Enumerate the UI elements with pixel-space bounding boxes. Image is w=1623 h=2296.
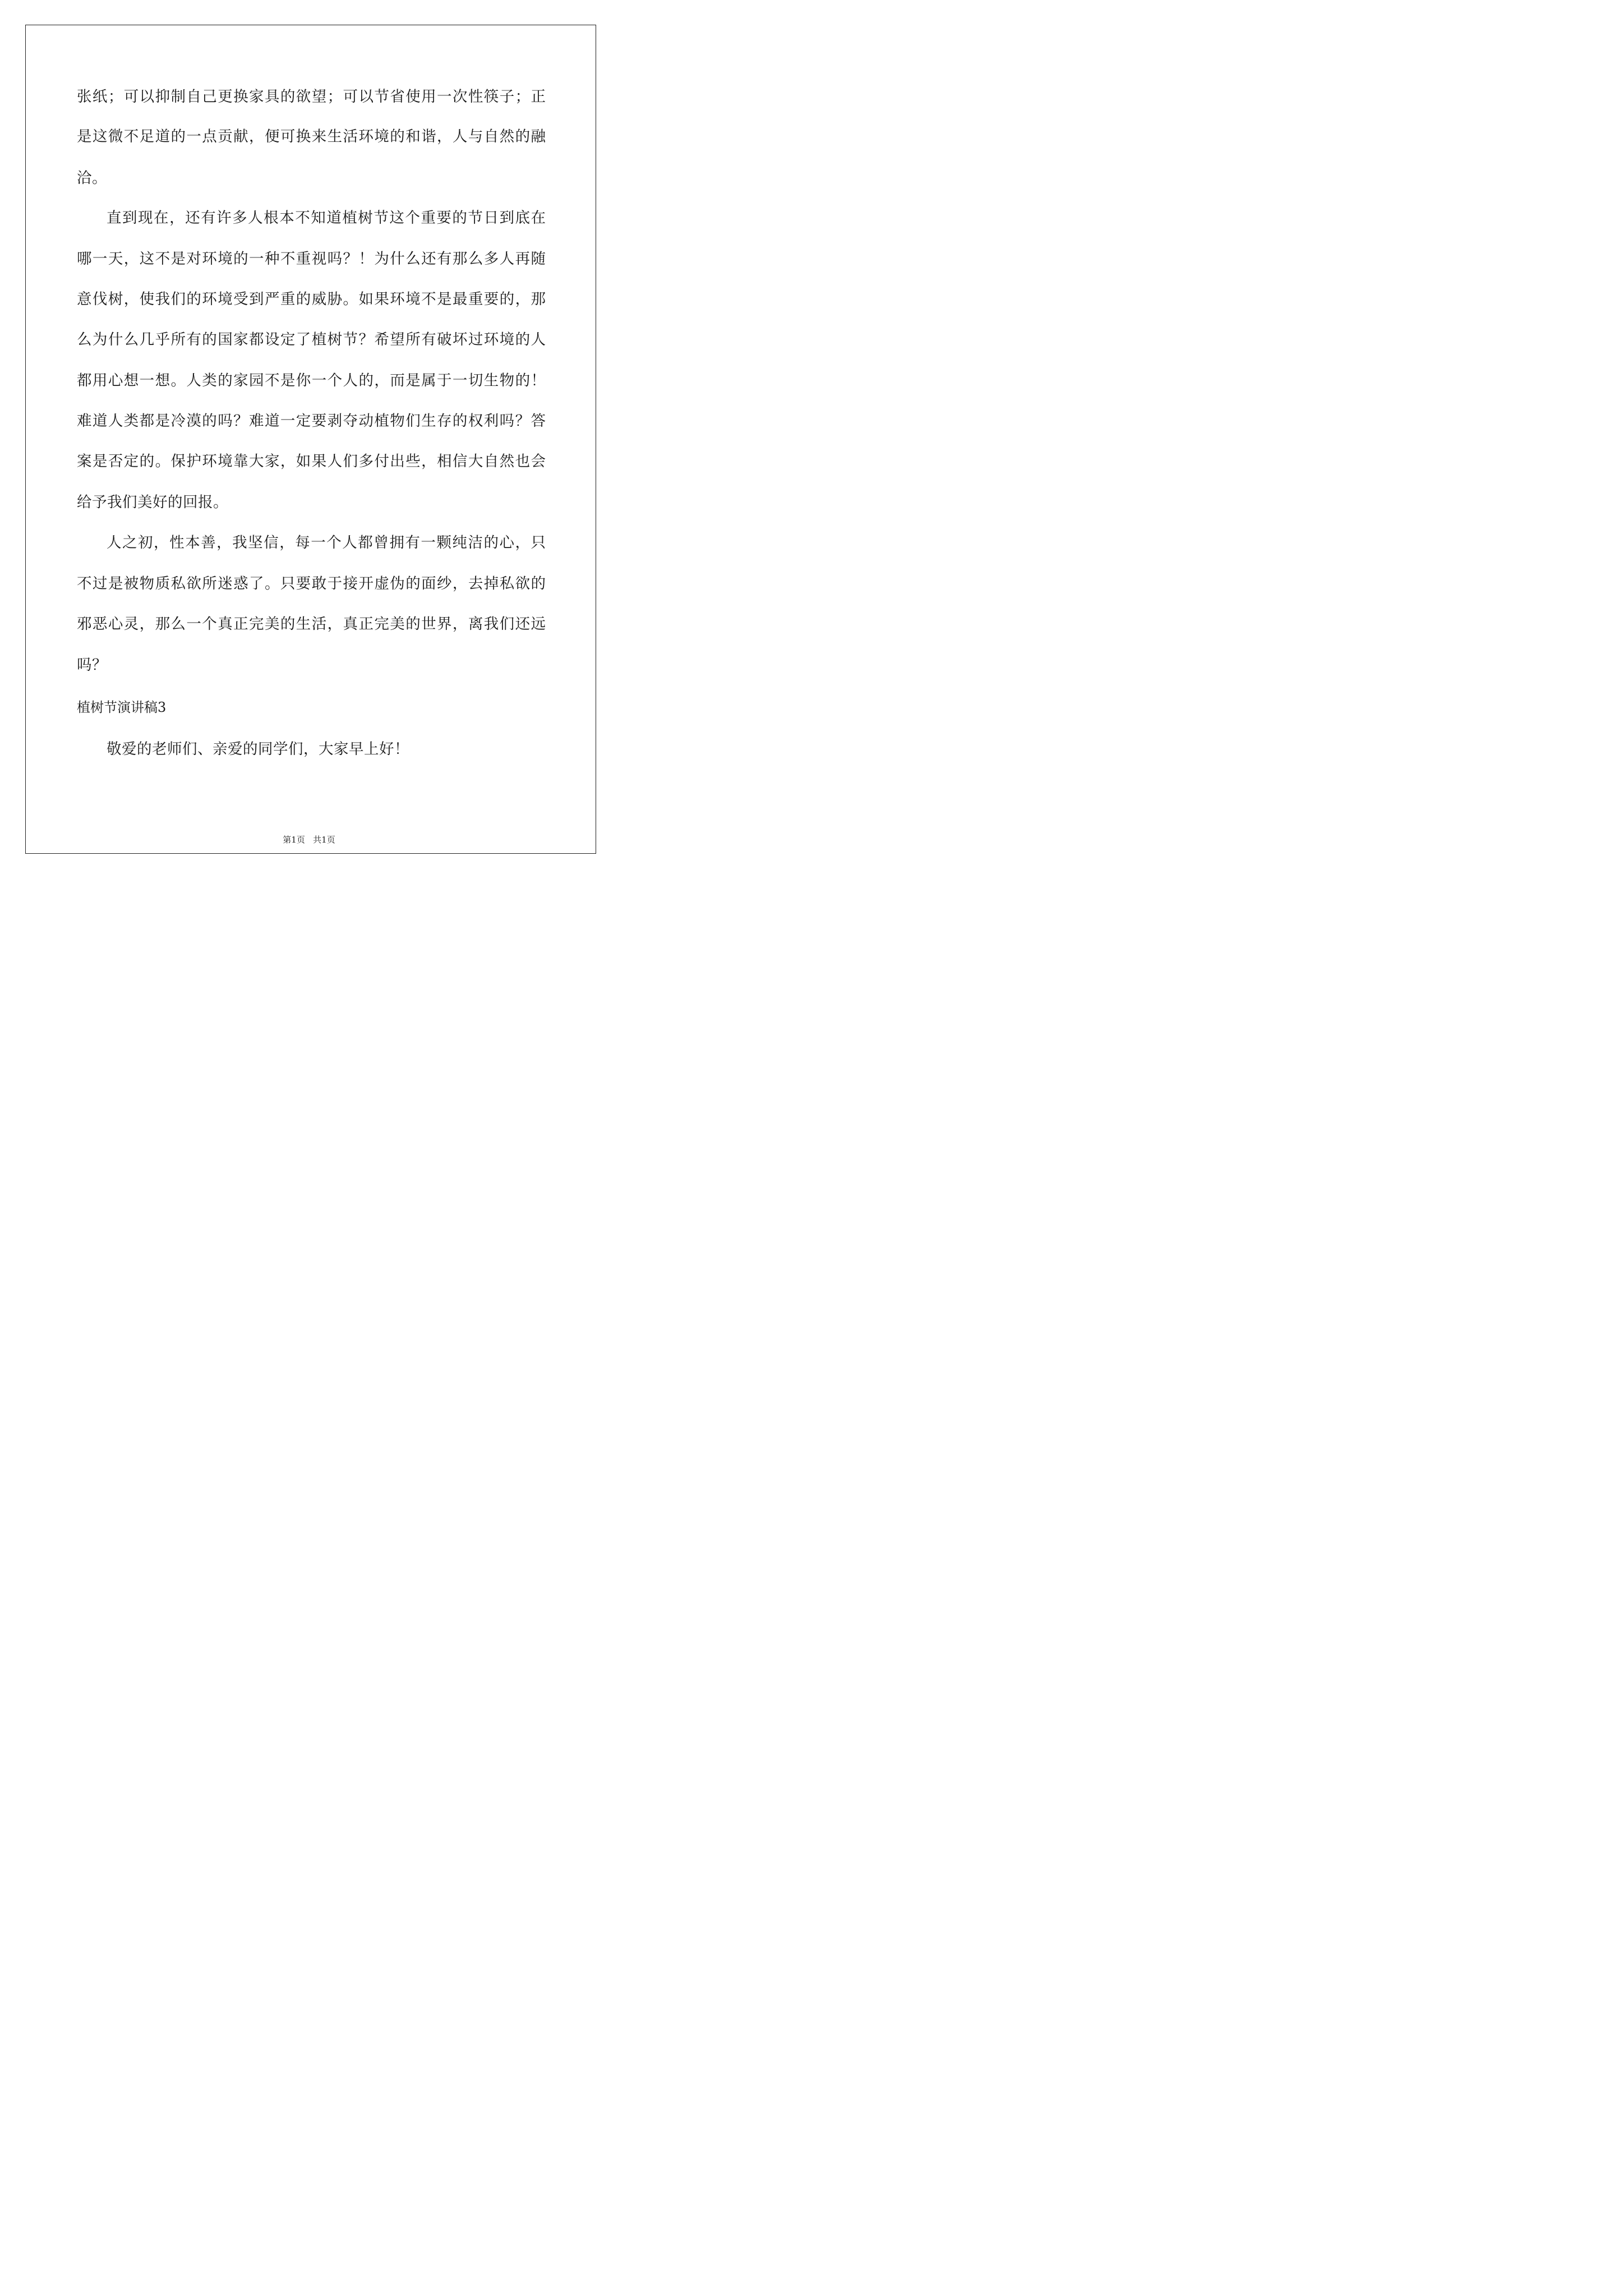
paragraph-3-line-4: 吗？ [77, 656, 107, 674]
paragraph-1-line-2: 是这微不足道的一点贡献，便可换来生活环境的和谐，人与自然的融 [77, 128, 546, 145]
page-footer: 第1页 共1页 [283, 835, 335, 845]
paragraph-2-line-4: 么为什么几乎所有的国家都设定了植树节？希望所有破坏过环境的人 [77, 331, 546, 348]
paragraph-3-line-3: 邪恶心灵，那么一个真正完美的生活，真正完美的世界，离我们还远 [77, 615, 546, 633]
paragraph-2-line-7: 案是否定的。保护环境靠大家，如果人们多付出些，相信大自然也会 [77, 453, 546, 470]
paragraph-2-line-1: 直到现在，还有许多人根本不知道植树节这个重要的节日到底在 [107, 209, 546, 227]
paragraph-2-line-5: 都用心想一想。人类的家园不是你一个人的，而是属于一切生物的！ [77, 372, 546, 389]
paragraph-2-line-6: 难道人类都是冷漠的吗？难道一定要剥夺动植物们生存的权利吗？答 [77, 412, 546, 430]
page-border [25, 25, 596, 854]
paragraph-1-line-1: 张纸；可以抑制自己更换家具的欲望；可以节省使用一次性筷子；正 [77, 88, 546, 105]
paragraph-2-line-3: 意伐树，使我们的环境受到严重的威胁。如果环境不是最重要的，那 [77, 291, 546, 308]
section-heading: 植树节演讲稿3 [77, 700, 167, 715]
paragraph-3-line-2: 不过是被物质私欲所迷惑了。只要敢于接开虚伪的面纱，去掉私欲的 [77, 575, 546, 592]
paragraph-3-line-1: 人之初，性本善，我坚信，每一个人都曾拥有一颗纯洁的心，只 [107, 534, 546, 551]
paragraph-1-line-3: 洽。 [77, 169, 107, 187]
paragraph-2-line-2: 哪一天，这不是对环境的一种不重视吗？！为什么还有那么多人再随 [77, 250, 546, 268]
paragraph-2-line-8: 给予我们美好的回报。 [77, 494, 228, 511]
greeting-line: 敬爱的老师们、亲爱的同学们，大家早上好！ [107, 740, 409, 758]
